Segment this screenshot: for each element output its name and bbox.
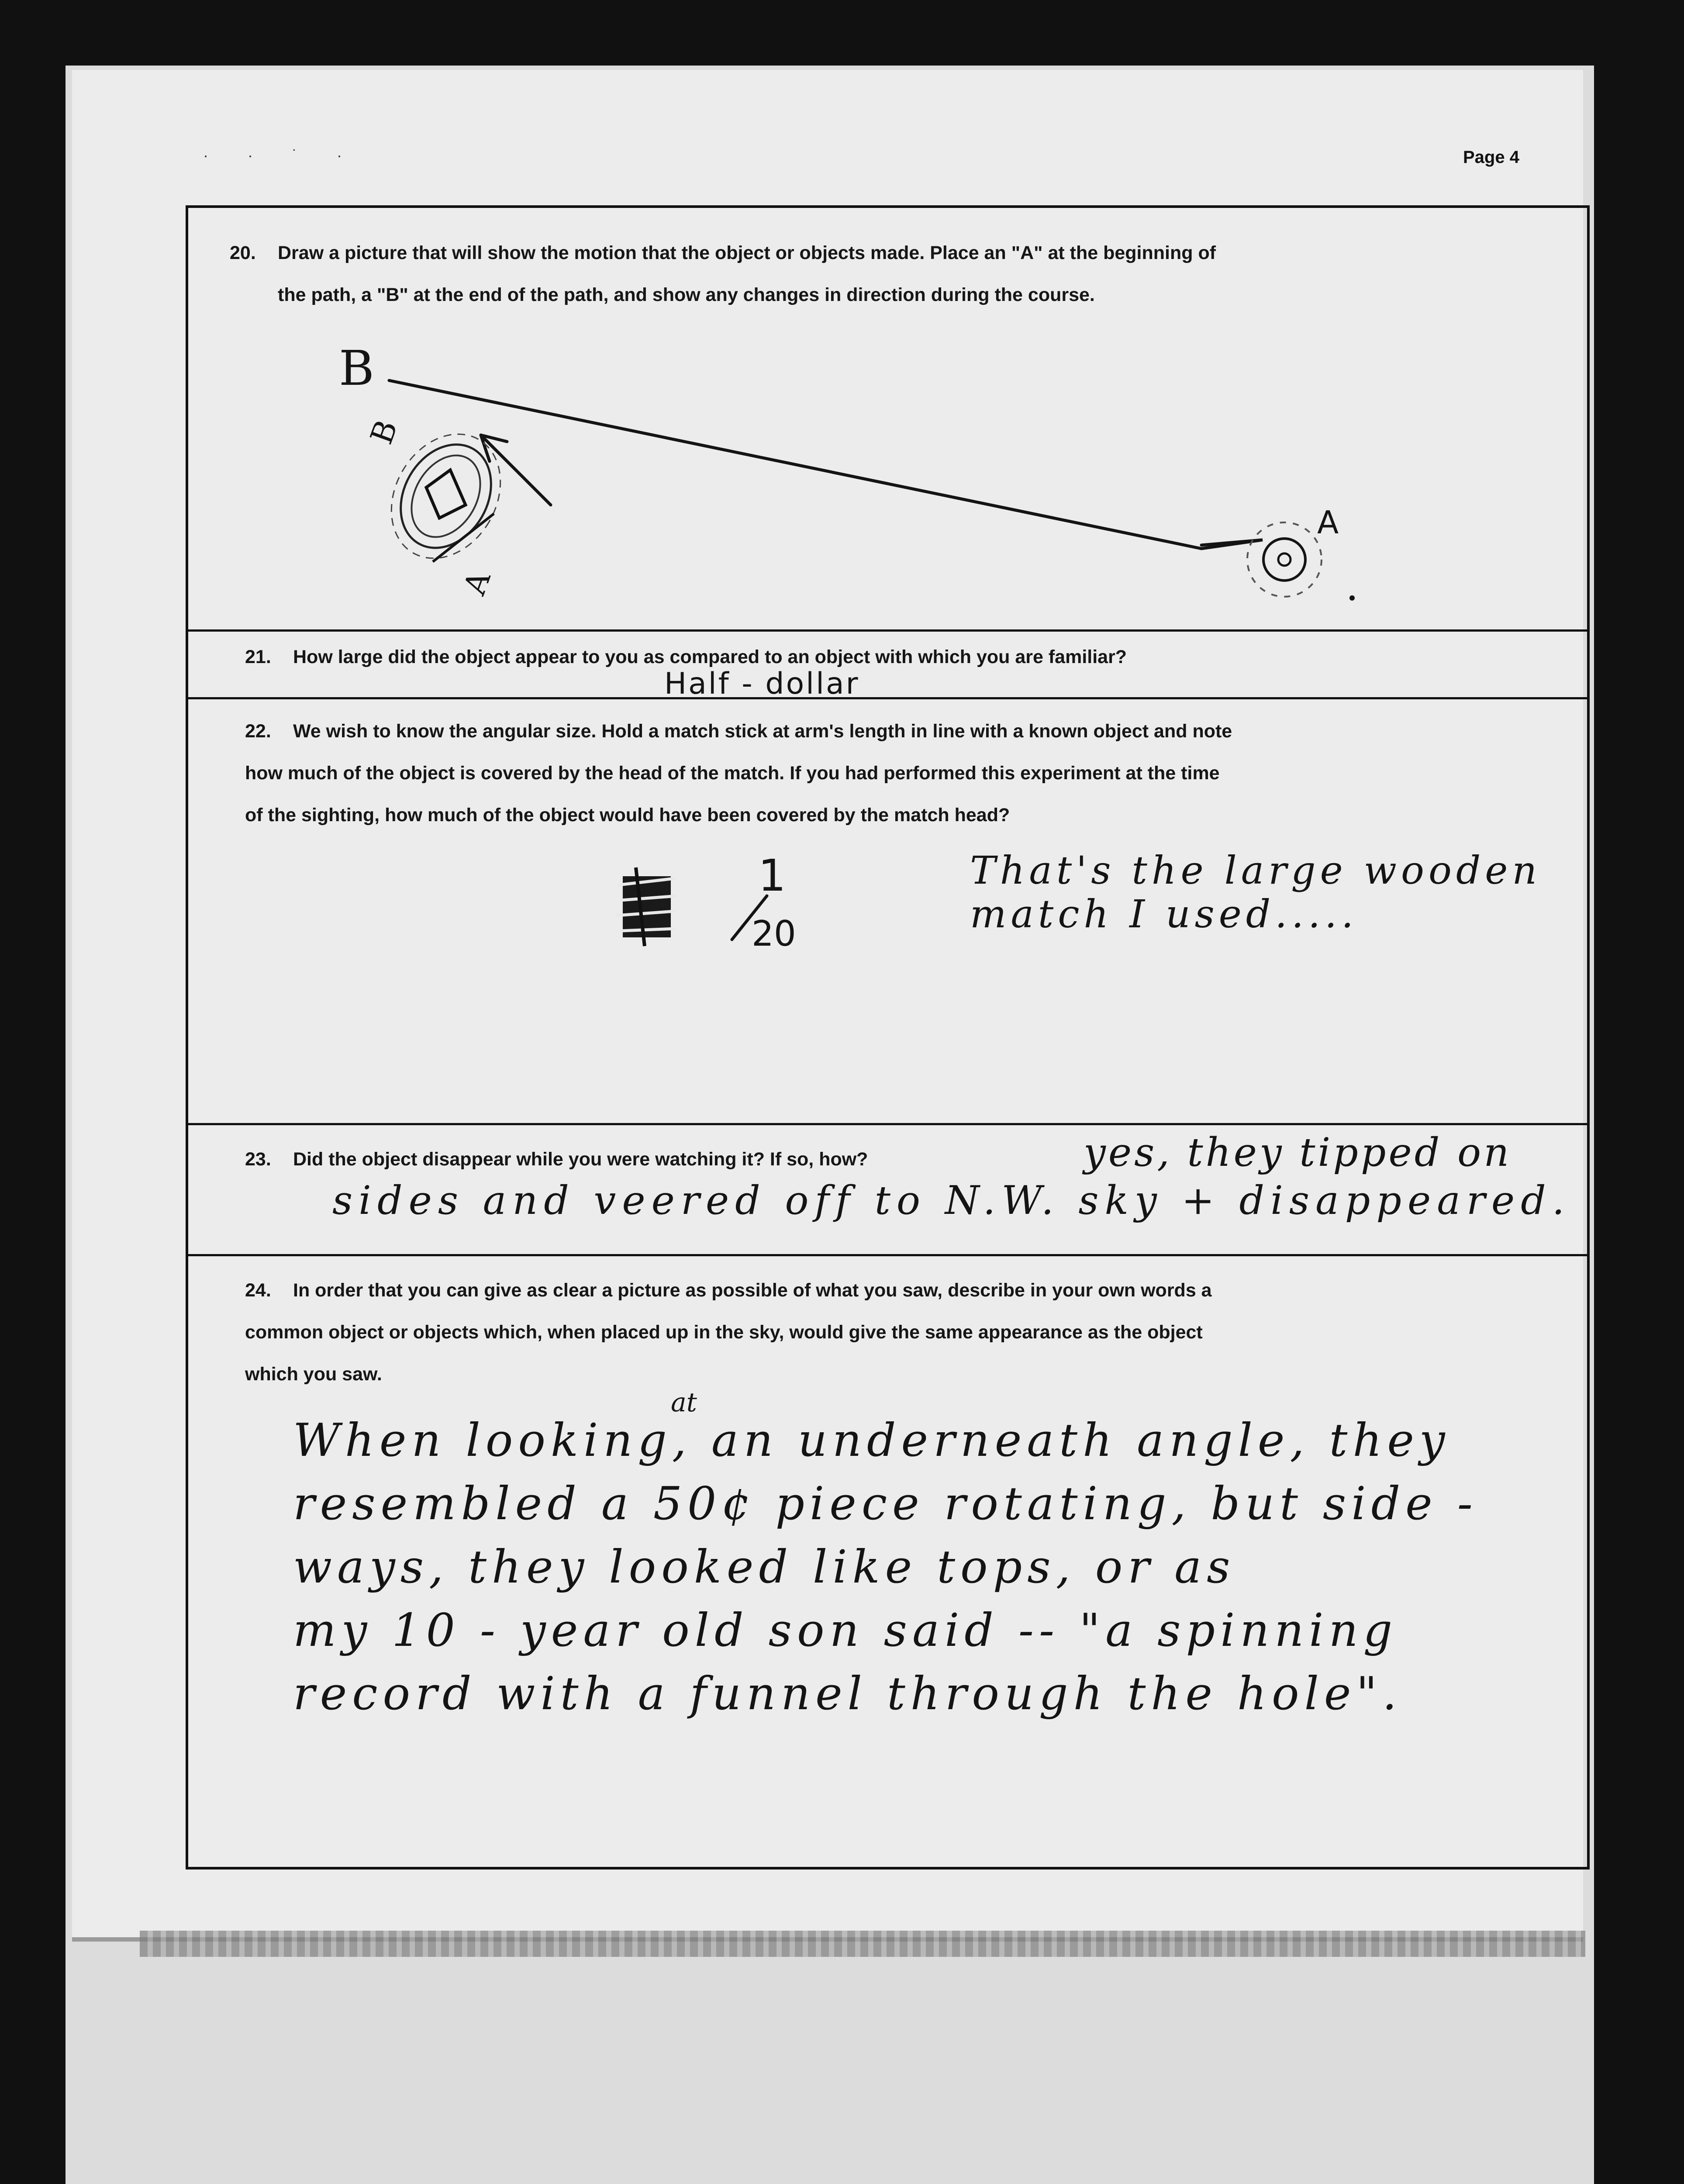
page-number: Page 4 (1463, 148, 1519, 167)
question-22-section (188, 699, 1587, 1125)
question-21-number: 21. (245, 646, 271, 667)
question-24-answer-line5: record with a funnel through the hole". (293, 1667, 1402, 1720)
question-24-section (188, 1256, 1587, 1868)
sheet-bottom-shadow (140, 1931, 1585, 1957)
motion-path-sketch (188, 208, 1586, 632)
question-21-text (245, 636, 1555, 678)
question-22-line1: We wish to know the angular size. Hold a match stick at arm's length in line with a known object and note (293, 721, 1232, 742)
question-20-section (188, 208, 1587, 632)
question-23-number: 23. (245, 1149, 271, 1170)
question-22-line2: how much of the object is covered by the head of the match. If you had performed this experiment at the time (245, 763, 1220, 784)
question-24-line3: which you saw. (245, 1364, 382, 1385)
question-24-line1: In order that you can give as clear a picture as possible of what you saw, describe in your own words a (293, 1280, 1212, 1301)
question-23-text (245, 1138, 1162, 1180)
question-24-number: 24. (245, 1280, 271, 1301)
motion-path-line (389, 380, 1263, 549)
form-sheet (72, 70, 1583, 1937)
question-22-line3: of the sighting, how much of the object would have been covered by the match head? (245, 805, 1010, 826)
scan-specks: · · ˙ · (203, 146, 359, 164)
question-23-answer-line2: sides and veered off to N.W. sky + disappeared. (332, 1178, 1571, 1223)
match-head-sketch (610, 859, 697, 955)
question-24-answer-line4: my 10 - year old son said -- "a spinning (293, 1603, 1398, 1657)
question-22-text (245, 710, 1577, 836)
sketch-label-b-main: B (339, 340, 374, 396)
fraction-denominator: 20 (752, 913, 796, 954)
question-24-answer-insert: at (671, 1387, 697, 1418)
question-21-question: How large did the object appear to you as compared to an object with which you are familiar? (293, 646, 1127, 667)
question-23-section (188, 1125, 1587, 1256)
question-24-line2: common object or objects which, when placed up in the sky, would give the same appearance as the object (245, 1322, 1203, 1343)
question-20-line2: the path, a "B" at the end of the path, and show any changes in direction during the course. (278, 284, 1095, 305)
question-20-line1: Draw a picture that will show the motion that the object or objects made. Place an "A" at the beginning of (278, 242, 1216, 263)
question-23-question: Did the object disappear while you were watching it? If so, how? (293, 1149, 868, 1170)
question-22-number: 22. (245, 721, 271, 742)
questionnaire-box (186, 205, 1590, 1870)
question-24-answer-line2: resembled a 50¢ piece rotating, but side - (293, 1477, 1478, 1530)
question-20-number: 20. (230, 242, 256, 263)
fraction-numerator: 1 (758, 850, 786, 901)
sketch-label-a-main: A (1317, 504, 1339, 541)
question-24-text (245, 1269, 1577, 1395)
question-22-answer-line1: That's the large wooden (970, 848, 1542, 893)
small-motion-arrow (481, 435, 551, 505)
question-21-answer: Half - dollar (664, 667, 860, 701)
sketch-label-a-small: A (456, 566, 498, 600)
question-23-answer-line1: yes, they tipped on (1084, 1130, 1512, 1175)
question-24-answer-line1: When looking, an underneath angle, they (293, 1413, 1450, 1467)
question-22-answer-line2: match I used..... (970, 892, 1358, 936)
small-path-line (433, 514, 494, 562)
question-24-answer-line3: ways, they looked like tops, or as (293, 1540, 1235, 1593)
question-21-section (188, 632, 1587, 699)
sketch-label-b-small: B (363, 415, 405, 449)
